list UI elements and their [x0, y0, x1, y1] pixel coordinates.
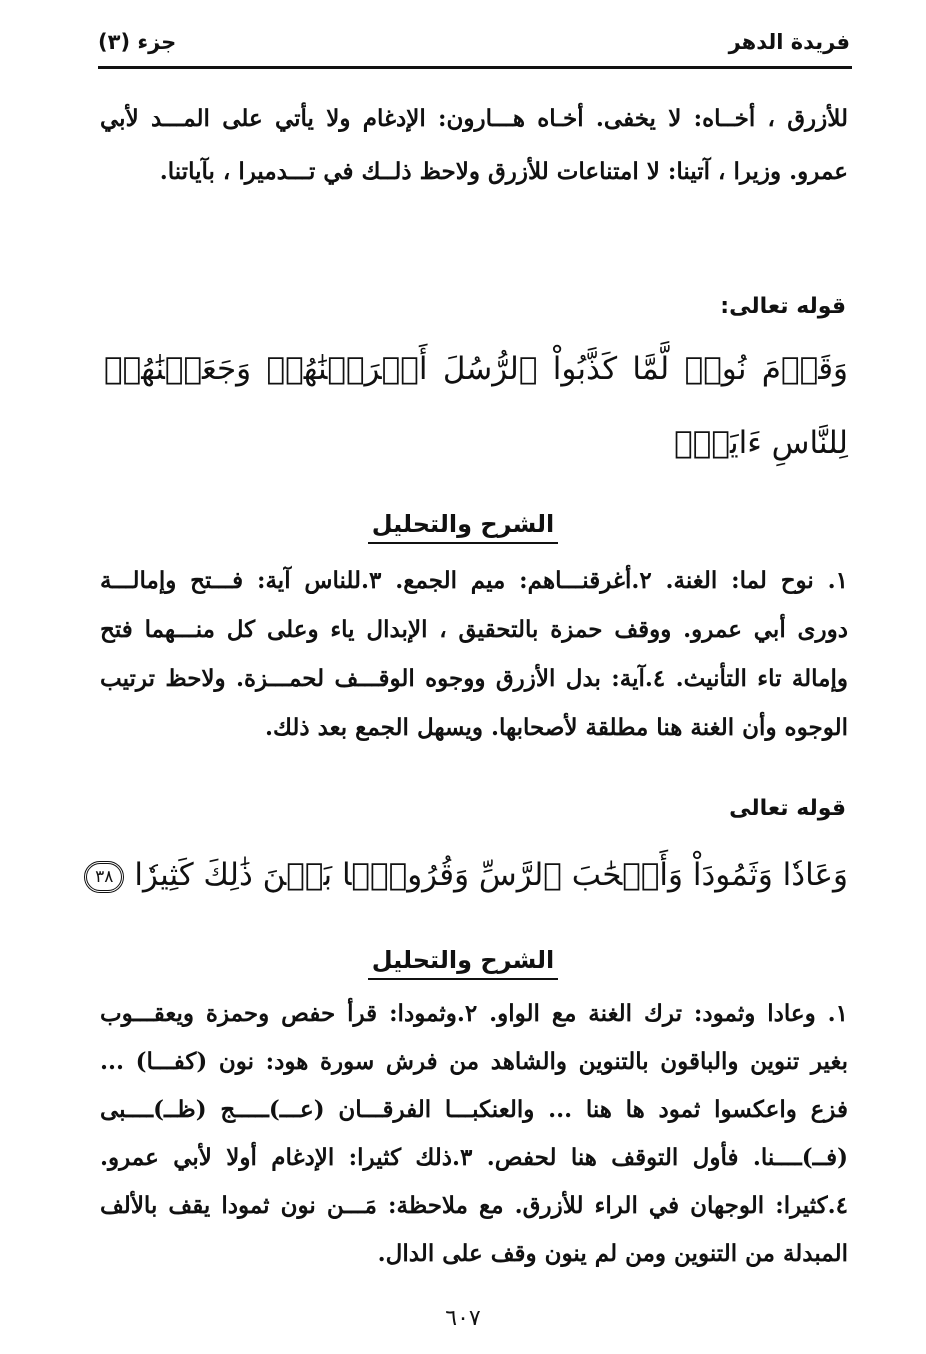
verse-label: قوله تعالى	[729, 796, 846, 821]
verse-label: قوله تعالى:	[720, 294, 846, 319]
section-heading	[0, 510, 926, 544]
commentary-paragraph: ١. وعادا وثمود: ترك الغنة مع الواو. ٢.وثمودا: قرأ حفص وحمزة ويعقـــوب بغير تنوين والباقون بالتنوين والشاهد من فرش سورة هود: نون (كفـــا) ... فزع واعكسوا ثمود ها هنا ... والعنكبـــا الفرقـــان (عـــ)ـــــج (ظــ)ــــبى (فــ)ــــنا. فأول التوقف هنا لحفص. ٣.ذلك كثيرا: الإدغام أولا لأبي عمرو. ٤.كثيرا: الوجهان في الراء للأزرق. مع ملاحظة: مَـــن نون ثمودا يقف بالألف المبدلة من التنوين ومن لم ينون وقف على الدال.	[100, 1000, 848, 1267]
header-rule	[98, 66, 852, 69]
book-title: فريدة الدهر	[728, 30, 850, 54]
intro-paragraph: للأزرق ، أخــاه: لا يخفى. أخـاه هـــارون: الإدغام ولا يأتي على المـــد لأبي عمرو. وزيرا ، آتينا: لا امتناعات للأزرق ولاحظ ذلــك في تـــدميرا ، بآياتنا.	[100, 105, 848, 185]
running-header	[98, 28, 850, 64]
section-heading	[0, 946, 926, 980]
ayah-number-badge: ٣٨	[84, 861, 124, 893]
page-number: ٦٠٧	[445, 1306, 481, 1331]
section-heading-text: الشرح والتحليل	[368, 510, 559, 544]
quran-verse-text: وَعَادٗا وَثَمُودَاْ وَأَصۡحَٰبَ ٱلرَّسِّ وَقُرُونَۢا بَيۡنَ ذَٰلِكَ كَثِيرٗا	[134, 857, 848, 893]
quran-verse	[95, 838, 848, 912]
commentary-paragraph: ١. نوح لما: الغنة. ٢.أغرقنـــاهم: ميم الجمع. ٣.للناس آية: فـــتح وإمالـــة دورى أبي عمرو. ووقف حمزة بالتحقيق ، الإبدال ياء وعلى كل منـــهما فتح وإمالة تاء التأنيث. ٤.آية: بدل الأزرق ووجوه الوقـــف لحمـــزة. ولاحظ ترتيب الوجوه وأن الغنة هنا مطلقة لأصحابها. ويسهل الجمع بعد ذلك.	[100, 567, 848, 741]
part-label: جزء (٣)	[98, 30, 177, 54]
section-heading-text: الشرح والتحليل	[368, 946, 559, 980]
quran-verse: وَقَوۡمَ نُوحٖ لَّمَّا كَذَّبُواْ ٱلرُّسُلَ أَغۡرَقۡنَٰهُمۡ وَجَعَلۡنَٰهُمۡ لِلنَّاسِ ءَايَةٗۖ	[104, 351, 848, 461]
